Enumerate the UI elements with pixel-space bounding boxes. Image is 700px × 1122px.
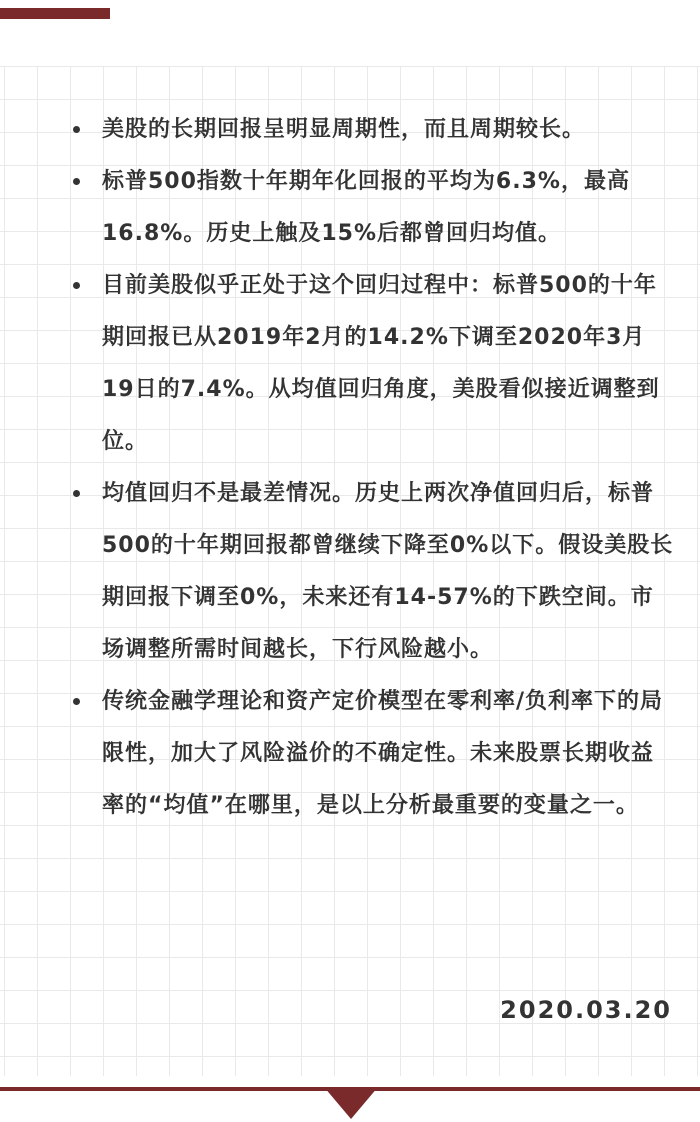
- bullet-dot-icon: [73, 698, 80, 705]
- bullet-item-5: [62, 676, 674, 832]
- bullet-item-4: [62, 468, 674, 676]
- bullet-dot-icon: [73, 178, 80, 185]
- down-arrow-icon: [324, 1087, 378, 1119]
- bullet-text: 标普500指数十年期年化回报的平均为6.3%，最高16.8%。历史上触及15%后都曾回归均值。: [102, 169, 630, 246]
- bullet-dot-icon: [73, 282, 80, 289]
- bullet-dot-icon: [73, 490, 80, 497]
- bullet-item-1: [62, 104, 674, 156]
- bullet-text: 传统金融学理论和资产定价模型在零利率/负利率下的局限性，加大了风险溢价的不确定性。未来股票长期收益率的“均值”在哪里，是以上分析最重要的变量之一。: [102, 689, 664, 818]
- publish-date: 2020.03.20: [500, 996, 672, 1024]
- bullet-text: 均值回归不是最差情况。历史上两次净值回归后，标普500的十年期回报都曾继续下降至0%以下。假设美股长期回报下调至0%，未来还有14-57%的下跌空间。市场调整所需时间越长，下行风险越小。: [102, 481, 674, 662]
- article-content: [62, 104, 674, 832]
- bullet-list: [62, 104, 674, 832]
- top-accent-bar: [0, 8, 110, 19]
- bullet-item-2: [62, 156, 674, 260]
- bullet-text: 目前美股似乎正处于这个回归过程中：标普500的十年期回报已从2019年2月的14.2%下调至2020年3月19日的7.4%。从均值回归角度，美股看似接近调整到位。: [102, 273, 660, 454]
- bullet-dot-icon: [73, 126, 80, 133]
- bullet-item-3: [62, 260, 674, 468]
- bullet-text: 美股的长期回报呈明显周期性，而且周期较长。: [102, 117, 586, 142]
